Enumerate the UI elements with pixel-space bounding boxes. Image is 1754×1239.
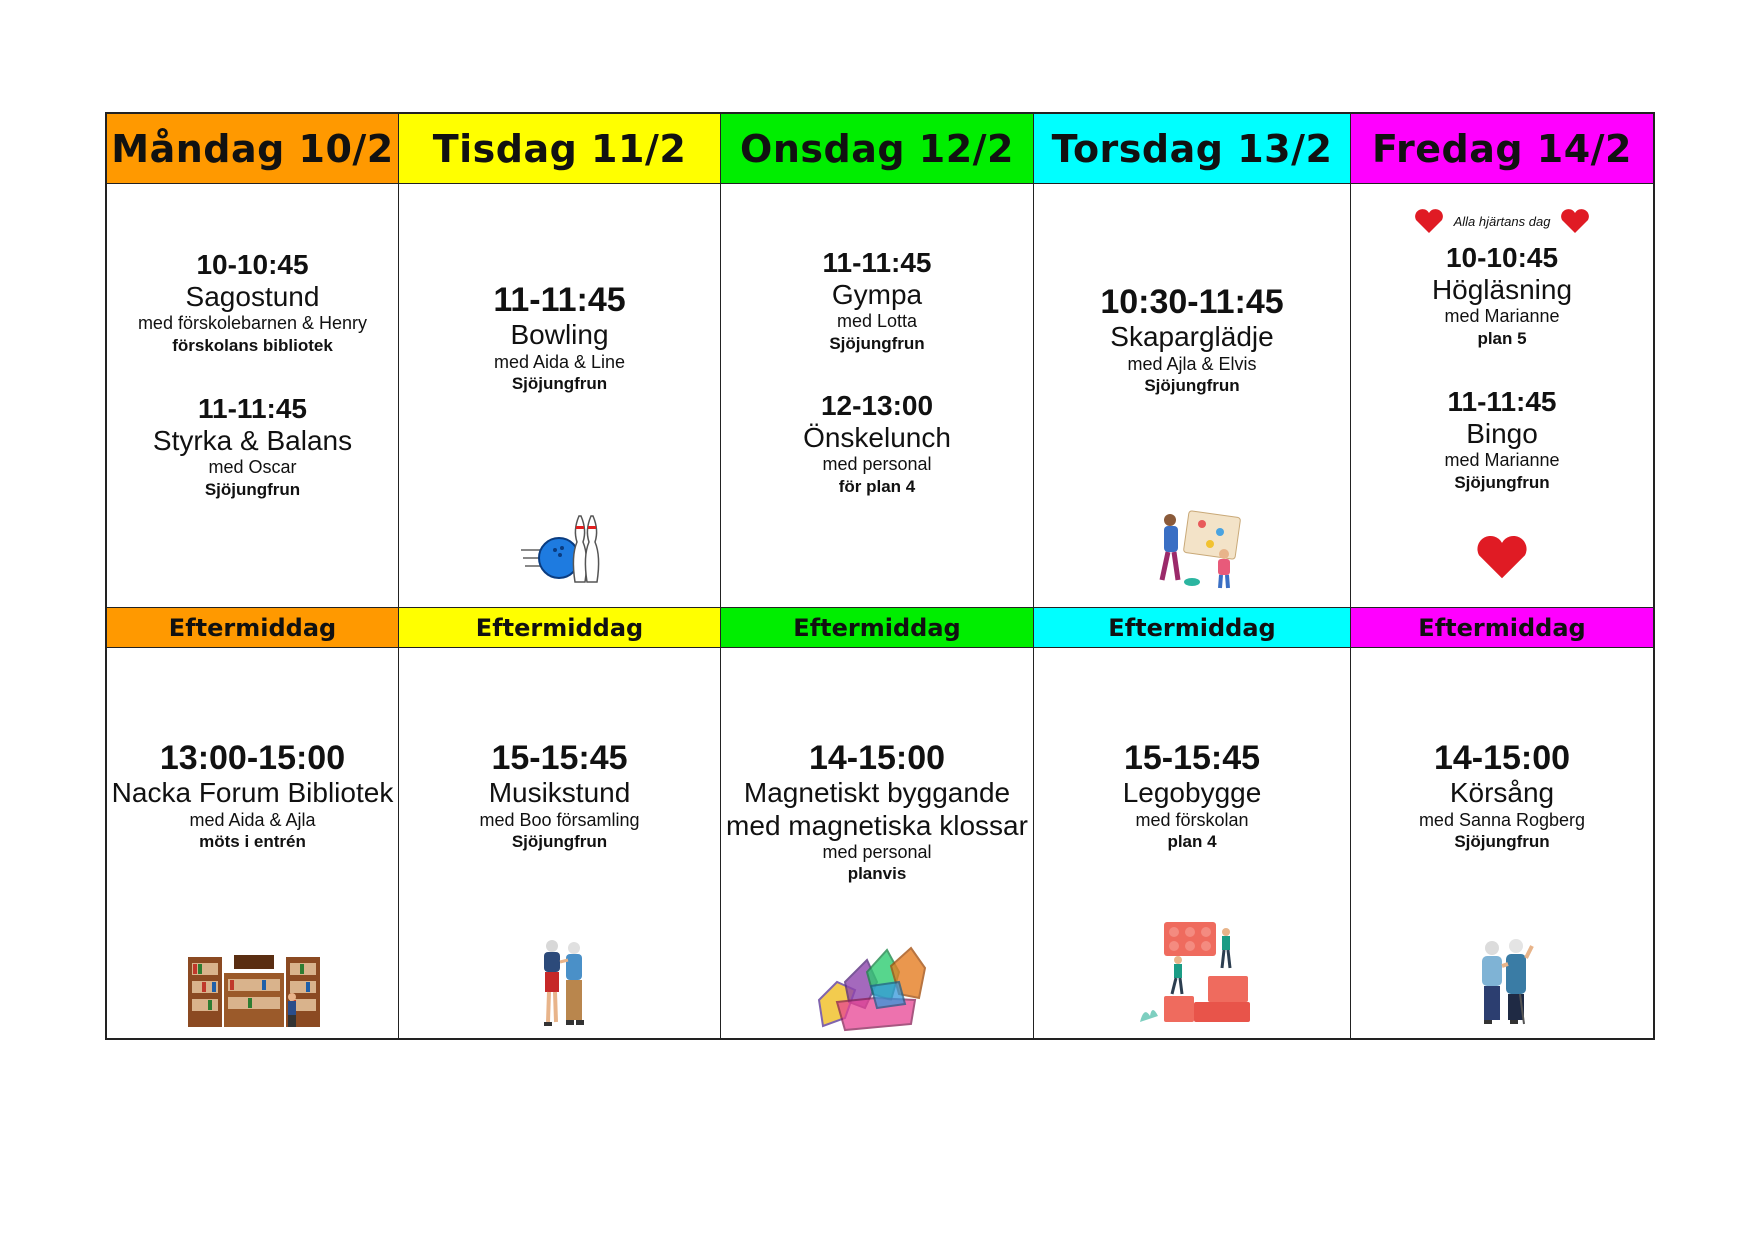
- event-host: med Sanna Rogberg: [1418, 809, 1586, 830]
- morning-cell-friday: [1351, 184, 1653, 608]
- event-location: förskolans bibliotek: [172, 335, 333, 355]
- event-location: Sjöjungfrun: [829, 333, 925, 353]
- event: [107, 250, 398, 356]
- event-time: 14-15:00: [1433, 739, 1571, 777]
- day-header-tuesday: Tisdag 11/2: [399, 114, 721, 184]
- event-host: med Marianne: [1444, 305, 1560, 326]
- event: [721, 248, 1033, 354]
- event-host: med Oscar: [208, 456, 297, 477]
- event-host: med förskolebarnen & Henry: [137, 312, 368, 333]
- event-host: med Ajla & Elvis: [1127, 353, 1257, 374]
- afternoon-cell-thursday: [1034, 648, 1351, 1038]
- event-activity: Högläsning: [1431, 273, 1573, 305]
- event-time: 15-15:45: [491, 739, 628, 777]
- weekly-schedule: [105, 112, 1655, 1040]
- event-activity: Magnetiskt byggande: [743, 777, 1011, 809]
- event-time: 15-15:45: [1123, 739, 1261, 777]
- event-activity: Legobygge: [1122, 777, 1262, 809]
- event-time: 10:30-11:45: [1100, 283, 1284, 321]
- event: [399, 282, 720, 394]
- day-header-monday: Måndag 10/2: [107, 114, 399, 184]
- event: [1351, 243, 1653, 349]
- lego-bricks-icon: [1138, 914, 1254, 1026]
- event-location: Sjöjungfrun: [204, 479, 301, 499]
- event-location: plan 5: [1477, 328, 1527, 348]
- heart-icon: [1560, 208, 1590, 234]
- event-host: med Marianne: [1444, 449, 1560, 470]
- event-activity: Styrka & Balans: [152, 424, 353, 456]
- heart-icon: [1414, 208, 1444, 234]
- event-time: 12-13:00: [820, 390, 934, 421]
- event: [1034, 284, 1350, 396]
- event-location: Sjöjungfrun: [1454, 472, 1550, 492]
- event-host: med Lotta: [836, 310, 918, 331]
- event: [721, 740, 1033, 885]
- event-host: med personal: [822, 453, 932, 474]
- day-header-wednesday: Onsdag 12/2: [721, 114, 1034, 184]
- afternoon-cell-tuesday: [399, 648, 721, 1038]
- event-location: Sjöjungfrun: [511, 832, 608, 852]
- library-icon: [188, 951, 320, 1027]
- event: [1351, 740, 1653, 852]
- day-header-friday: Fredag 14/2: [1351, 114, 1653, 184]
- event-activity: Sagostund: [185, 280, 320, 312]
- event: [1351, 387, 1653, 493]
- event-location: möts i entrén: [199, 832, 306, 852]
- event-location: planvis: [847, 864, 907, 884]
- afternoon-cell-friday: [1351, 648, 1653, 1038]
- morning-cell-thursday: [1034, 184, 1351, 608]
- valentine-note: Alla hjärtans dag: [1453, 213, 1551, 229]
- magnetic-tiles-icon: [815, 942, 933, 1032]
- event-host: med personal: [822, 841, 932, 862]
- event-time: 13:00-15:00: [159, 739, 346, 777]
- event-location: Sjöjungfrun: [511, 374, 608, 394]
- event-time: 10-10:45: [196, 249, 309, 280]
- event-host: med Aida & Line: [493, 351, 626, 372]
- valentine-banner: [1351, 208, 1653, 234]
- singing-seniors-icon: [1474, 938, 1536, 1026]
- event-activity-subtitle: med magnetiska klossar: [726, 809, 1028, 841]
- event: [1034, 740, 1350, 852]
- event-time: 11-11:45: [493, 281, 626, 319]
- bowling-icon: [519, 510, 605, 586]
- event: [399, 740, 720, 852]
- crafting-people-icon: [1152, 510, 1248, 592]
- event-location: Sjöjungfrun: [1454, 832, 1550, 852]
- event-activity: Önskelunch: [803, 421, 951, 453]
- event-activity: Bingo: [1466, 417, 1538, 449]
- event: [107, 740, 398, 852]
- heart-icon: [1473, 534, 1531, 580]
- event-activity: Skaparglädje: [1110, 321, 1274, 353]
- afternoon-label-wednesday: Eftermiddag: [721, 608, 1034, 648]
- event-time: 11-11:45: [1447, 386, 1557, 417]
- event-location: för plan 4: [838, 476, 916, 496]
- event-activity: Musikstund: [488, 777, 631, 809]
- event-time: 11-11:45: [822, 247, 932, 278]
- dancing-couple-icon: [536, 938, 592, 1028]
- afternoon-cell-wednesday: [721, 648, 1034, 1038]
- afternoon-cell-monday: [107, 648, 399, 1038]
- afternoon-label-thursday: Eftermiddag: [1034, 608, 1351, 648]
- event-host: med förskolan: [1135, 809, 1249, 830]
- event-host: med Aida & Ajla: [189, 809, 316, 830]
- morning-cell-wednesday: [721, 184, 1034, 608]
- event: [107, 394, 398, 500]
- event-location: plan 4: [1167, 832, 1217, 852]
- day-header-thursday: Torsdag 13/2: [1034, 114, 1351, 184]
- event-activity: Körsång: [1449, 777, 1555, 809]
- event-activity: Nacka Forum Bibliotek: [111, 777, 394, 809]
- event-time: 10-10:45: [1445, 242, 1559, 273]
- afternoon-label-friday: Eftermiddag: [1351, 608, 1653, 648]
- morning-cell-tuesday: [399, 184, 721, 608]
- event-location: Sjöjungfrun: [1144, 376, 1240, 396]
- afternoon-label-monday: Eftermiddag: [107, 608, 399, 648]
- event-activity: Bowling: [510, 319, 609, 351]
- event-time: 14-15:00: [808, 739, 946, 777]
- event: [721, 391, 1033, 497]
- morning-cell-monday: [107, 184, 399, 608]
- afternoon-label-tuesday: Eftermiddag: [399, 608, 721, 648]
- event-time: 11-11:45: [198, 393, 307, 424]
- event-activity: Gympa: [831, 278, 923, 310]
- event-host: med Boo församling: [479, 809, 640, 830]
